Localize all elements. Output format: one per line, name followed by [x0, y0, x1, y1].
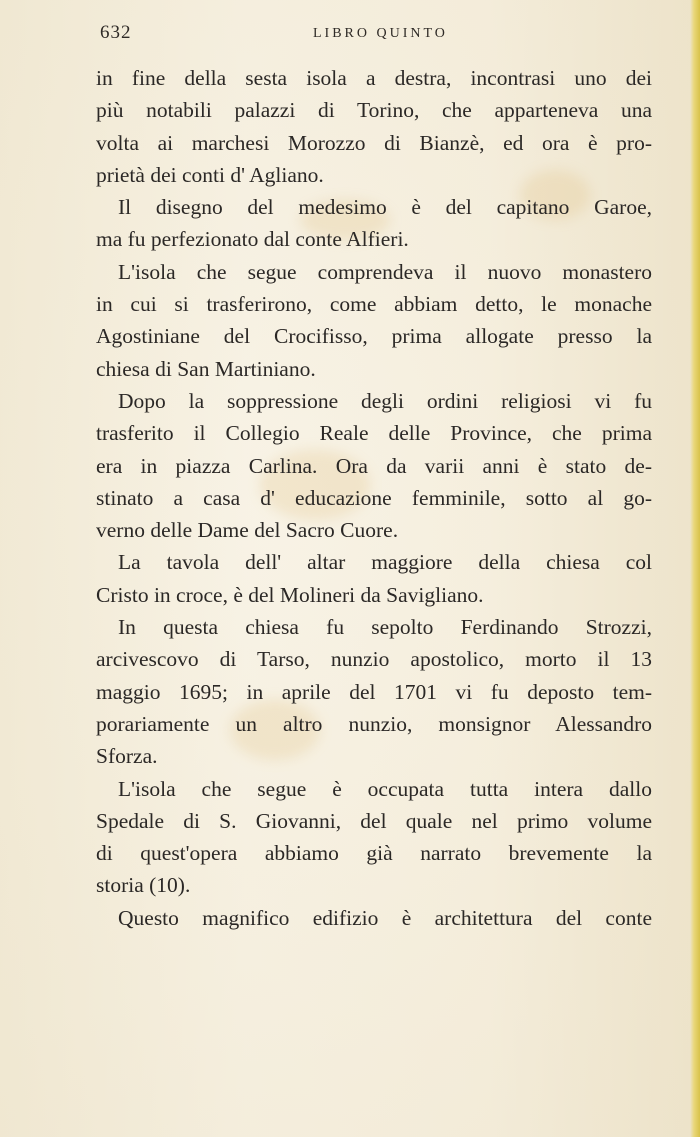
text-line: Il disegno del medesimo è del capitano Garoe, [118, 195, 652, 220]
text-line: La tavola dell' altar maggiore della chiesa col [118, 550, 652, 575]
page-number: 632 [100, 22, 132, 43]
text-line: L'isola che segue comprendeva il nuovo monastero [118, 259, 652, 284]
text-line: verno delle Dame del Sacro Cuore. [96, 518, 399, 543]
text-line: volta ai marchesi Morozzo di Bianzè, ed ora è pro- [96, 130, 652, 155]
text-line: L'isola che segue è occupata tutta intera dallo [118, 776, 652, 801]
text-line: Dopo la soppressione degli ordini religiosi vi fu [118, 388, 652, 413]
text-line: Questo magnifico edifizio è architettura del conte [118, 905, 652, 930]
running-head: LIBRO QUINTO [313, 26, 448, 41]
paragraph [96, 546, 652, 611]
paragraph [96, 611, 652, 772]
page-edge [690, 0, 700, 1137]
paragraph [96, 256, 652, 385]
text-line: porariamente un altro nunzio, monsignor Alessandro [96, 711, 652, 736]
text-line: Agostiniane del Crocifisso, prima allogate presso la [96, 324, 652, 349]
paragraph [96, 902, 652, 934]
text-line: Spedale di S. Giovanni, del quale nel primo volume [96, 808, 652, 833]
text-line: in cui si trasferirono, come abbiam detto, le monache [96, 292, 652, 317]
page-header [100, 22, 652, 50]
text-line: chiesa di San Martiniano. [96, 356, 316, 381]
text-line: era in piazza Carlina. Ora da varii anni è stato de- [96, 453, 652, 478]
text-line: Sforza. [96, 744, 158, 769]
text-line: arcivescovo di Tarso, nunzio apostolico, morto il 13 [96, 647, 652, 672]
text-line: prietà dei conti d' Agliano. [96, 162, 324, 187]
text-line: trasferito il Collegio Reale delle Province, che prima [96, 421, 652, 446]
paragraph [96, 62, 652, 191]
text-line: in fine della sesta isola a destra, incontrasi uno dei [96, 66, 652, 90]
paragraph [96, 773, 652, 902]
text-line: maggio 1695; in aprile del 1701 vi fu deposto tem- [96, 679, 652, 704]
text-line: più notabili palazzi di Torino, che apparteneva una [96, 98, 652, 123]
text-line: Cristo in croce, è del Molineri da Savigliano. [96, 582, 484, 607]
paragraph [96, 191, 652, 256]
text-line: stinato a casa d' educazione femminile, sotto al go- [96, 485, 652, 510]
text-line: di quest'opera abbiamo già narrato brevemente la [96, 841, 652, 866]
text-line: storia (10). [96, 873, 191, 898]
text-line: ma fu perfezionato dal conte Alfieri. [96, 227, 409, 252]
text-line: In questa chiesa fu sepolto Ferdinando Strozzi, [118, 615, 652, 640]
paragraph [96, 385, 652, 546]
body-text [96, 62, 652, 934]
